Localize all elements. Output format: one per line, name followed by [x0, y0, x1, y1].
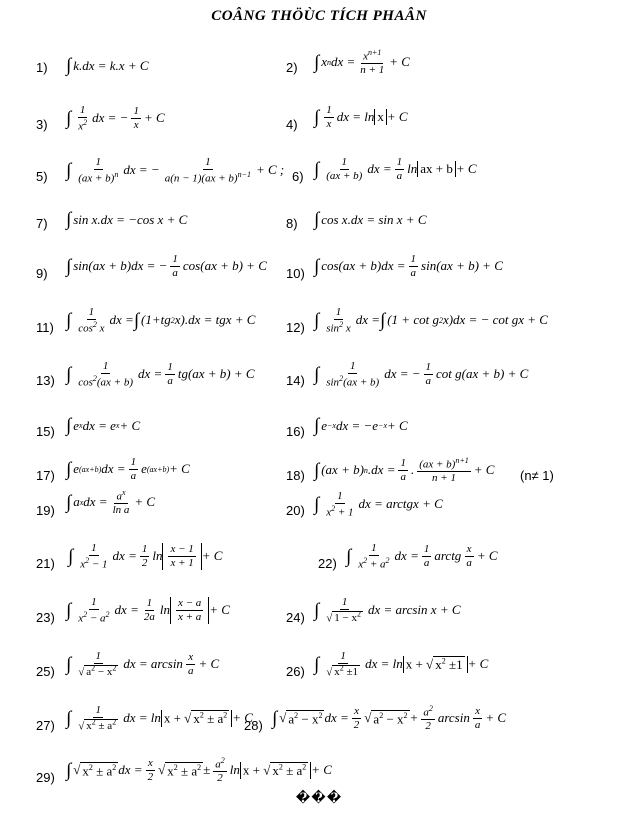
- formula-number-23: 23): [36, 610, 55, 625]
- formula-7: ∫ sin x.dx = −cos x + C: [66, 209, 188, 230]
- formula-26: ∫ 1 √ $x^2 \pm 1$ dx = ln x + √ $x^2 \pm 1$ + C: [314, 650, 489, 679]
- formula-23: ∫ 1 $x^2 - a^2$ dx = 1 2a ln $\frac{x - a}{x + a}$ + C: [66, 596, 230, 625]
- formula-27: ∫ 1 √ $x^2 \pm a^2$ dx = ln x + √ $x^2 \pm a^2$ + C: [66, 704, 253, 733]
- formula-16: ∫ e −x dx = −e −x + C: [314, 415, 408, 436]
- formula-number-9: 9): [36, 266, 48, 281]
- formula-18-condition: (n≠ 1): [520, 468, 554, 483]
- formula-number-26: 26): [286, 664, 305, 679]
- formula-1: ∫ k.dx = k.x + C: [66, 55, 149, 76]
- formula-number-11: 11): [36, 320, 54, 335]
- formula-number-18: 18): [286, 468, 305, 483]
- formula-10: ∫ cos(ax + b)dx = 1 a sin(ax + b) + C: [314, 253, 503, 279]
- formula-8: ∫ cos x.dx = sin x + C: [314, 209, 427, 230]
- formula-24: ∫ 1 √ $1 - x^2$ dx = arcsin x + C: [314, 596, 461, 625]
- formula-number-24: 24): [286, 610, 305, 625]
- formula-number-20: 20): [286, 503, 305, 518]
- formula-17: ∫ e (ax+b) dx = 1 a e (ax+b) + C: [66, 456, 190, 482]
- formula-19: ∫ a x dx = $a^x$ ln a + C: [66, 488, 156, 517]
- formula-14: ∫ 1 $\sin^2(ax + b)$ dx = − 1 a cot g(ax + b) + C: [314, 360, 529, 389]
- formula-28: ∫ √ $a^2 - x^2$ dx = x 2 √ $a^2 - x^2$ + $a^2$ 2 arcsin x a + C: [272, 704, 507, 733]
- formula-number-15: 15): [36, 424, 55, 439]
- formula-number-21: 21): [36, 556, 55, 571]
- formula-number-12: 12): [286, 320, 305, 335]
- formula-number-16: 16): [286, 424, 305, 439]
- formula-4: ∫ 1 x dx = ln x + C: [314, 104, 408, 130]
- formula-2: ∫ x n dx = $x^{n+1}$ n + 1 + C: [314, 48, 410, 77]
- formula-number-6: 6): [292, 169, 304, 184]
- formula-number-8: 8): [286, 216, 298, 231]
- formula-number-2: 2): [286, 60, 298, 75]
- formula-13: ∫ 1 $\cos^2(ax + b)$ dx = 1 a tg(ax + b) + C: [66, 360, 255, 389]
- formula-5: ∫ 1 (ax + b)$^n$ dx = − 1 a(n − 1)(ax + b)$^{n-1}$ + C ;: [66, 156, 285, 185]
- formula-25: ∫ 1 √ $a^2 - x^2$ dx = arcsin x a + C: [66, 650, 220, 679]
- formula-number-19: 19): [36, 503, 55, 518]
- formula-number-22: 22): [318, 556, 337, 571]
- page-footer: ���: [295, 790, 343, 805]
- formula-number-3: 3): [36, 117, 48, 132]
- formula-number-14: 14): [286, 373, 305, 388]
- formula-number-27: 27): [36, 718, 55, 733]
- formula-15: ∫ e x dx = e x + C: [66, 415, 141, 436]
- formula-number-10: 10): [286, 266, 305, 281]
- formula-12: ∫ 1 $\sin^2 x$ dx = ∫ (1 + cot g 2 x)dx = − cot gx + C: [314, 306, 548, 335]
- formula-number-4: 4): [286, 117, 298, 132]
- formula-number-28: 28): [244, 718, 263, 733]
- formula-22: ∫ 1 $x^2 + a^2$ dx = 1 a arctg x a + C: [346, 542, 498, 571]
- formula-9: ∫ sin(ax + b)dx = − 1 a cos(ax + b) + C: [66, 253, 267, 279]
- formula-number-25: 25): [36, 664, 55, 679]
- formula-6: ∫ 1 (ax + b) dx = 1 a ln ax + b + C: [314, 156, 477, 182]
- formula-number-29: 29): [36, 770, 55, 785]
- formula-number-13: 13): [36, 373, 55, 388]
- formula-29: ∫ √ $x^2 \pm a^2$ dx = x 2 √ $x^2 \pm a^2$ ± $a^2$ 2 ln x + √ $x^2 \pm a^2$ + C: [66, 756, 332, 785]
- formula-11: ∫ 1 $\cos^2 x$ dx = ∫ (1+tg 2 x).dx = tgx + C: [66, 306, 256, 335]
- formula-21: ∫ 1 $x^2 - 1$ dx = 1 2 ln $\frac{x - 1}{x + 1}$ + C: [68, 542, 223, 571]
- formula-3: ∫ 1 $x^2$ dx = − 1 x + C: [66, 104, 165, 133]
- formula-number-1: 1): [36, 60, 48, 75]
- formula-number-7: 7): [36, 216, 48, 231]
- formula-number-5: 5): [36, 169, 48, 184]
- formula-18: ∫ (ax + b) n .dx = 1 a . (ax + b)$^{n+1}$ n + 1 + C: [314, 456, 495, 485]
- formula-20: ∫ 1 $x^2 + 1$ dx = arctgx + C: [314, 490, 443, 519]
- page-title: COÂNG THÖÙC TÍCH PHAÂN: [211, 8, 427, 24]
- formula-number-17: 17): [36, 468, 55, 483]
